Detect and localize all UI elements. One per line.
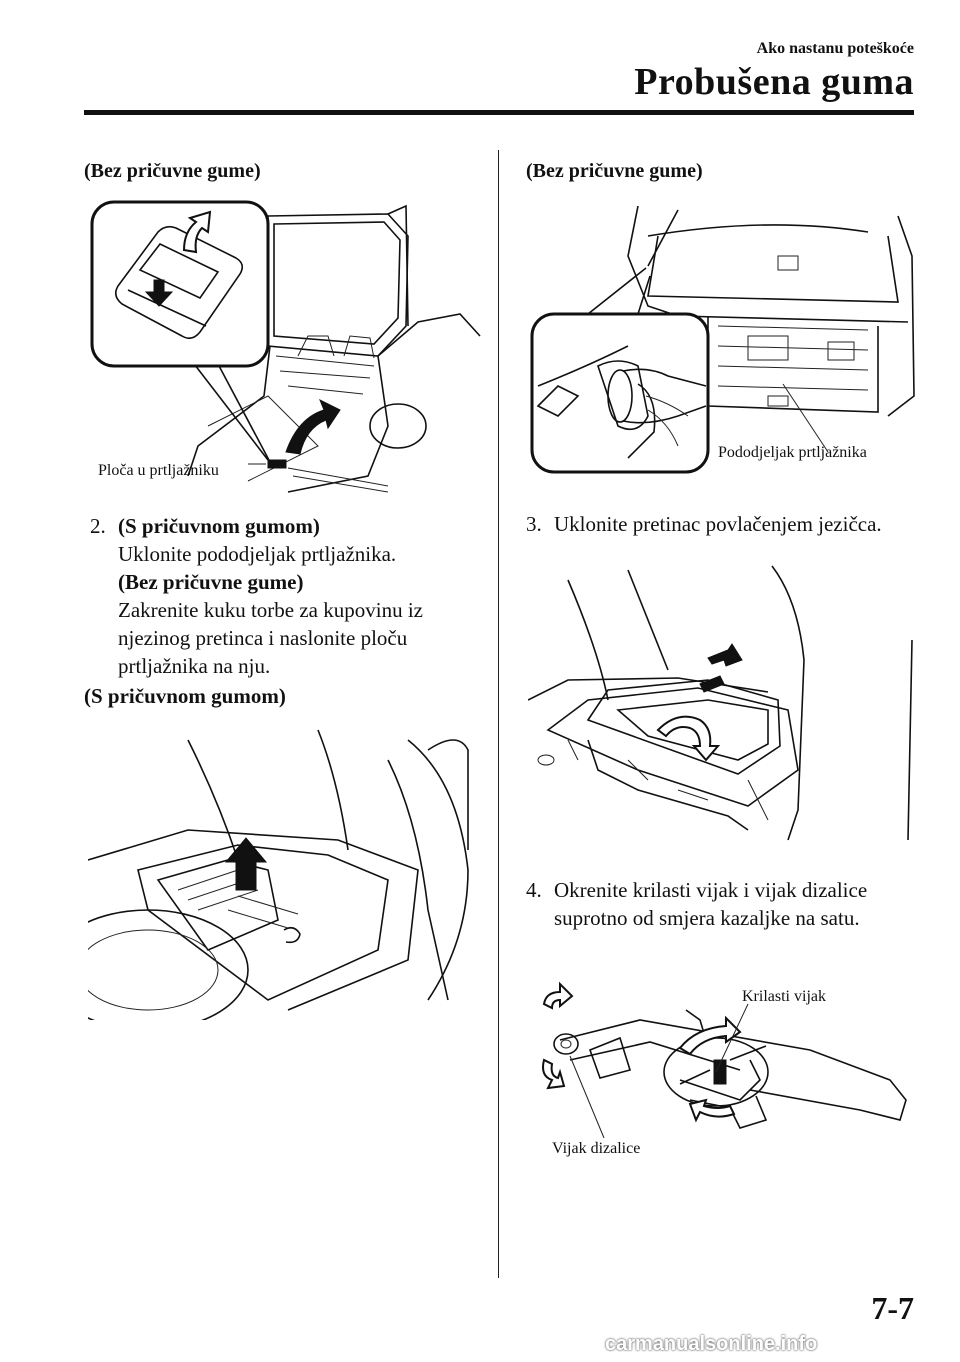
step-3 (526, 510, 882, 538)
step-2-text-1: Uklonite pododjeljak prtljažnika. (118, 542, 397, 566)
step-2-subheading-1: (S pričuvnom gumom) (118, 514, 320, 538)
label-subcompartment: Pododjeljak prtljažnika (718, 444, 867, 461)
right-heading-no-spare: (Bez pričuvne gume) (526, 160, 703, 182)
page-number: 7-7 (871, 1290, 914, 1326)
footer-watermark-link[interactable]: carmanualsonline.info (605, 1333, 818, 1355)
step-2-text-2-line-1: Zakrenite kuku torbe za kupovinu iz (118, 598, 423, 622)
figure-trunk-board (88, 196, 484, 500)
step-2-number: 2. (90, 514, 106, 538)
step-2-text-2-line-2: njezinog pretinca i naslonite ploču (118, 626, 408, 650)
figure-spare-compartment (88, 720, 478, 1020)
step-2-text-2-line-3: prtljažnika na nju. (118, 654, 271, 678)
figure-tray-removal (528, 560, 918, 850)
label-wing-bolt: Krilasti vijak (742, 988, 826, 1005)
section-subtitle: Ako nastanu poteškoće (756, 40, 914, 57)
label-jack-screw: Vijak dizalice (552, 1140, 641, 1157)
header-rule (84, 110, 914, 115)
step-4-number: 4. (526, 878, 542, 902)
column-divider (498, 150, 499, 1278)
step-4-text-line-2: suprotno od smjera kazaljke na satu. (554, 906, 860, 930)
figure-trunk-subcompartment (528, 196, 918, 476)
left-heading-with-spare: (S pričuvnom gumom) (84, 684, 286, 708)
figure-jack (530, 980, 910, 1150)
step-3-text: Uklonite pretinac povlačenjem jezičca. (554, 512, 882, 536)
step-3-number: 3. (526, 512, 542, 536)
left-heading-no-spare: (Bez pričuvne gume) (84, 160, 261, 182)
step-2 (90, 512, 490, 540)
step-2-subheading-2: (Bez pričuvne gume) (118, 570, 304, 594)
label-trunk-board: Ploča u prtljažniku (98, 462, 219, 479)
step-4 (526, 876, 867, 904)
step-4-text-line-1: Okrenite krilasti vijak i vijak dizalice (554, 878, 868, 902)
page-title: Probušena guma (634, 61, 914, 103)
